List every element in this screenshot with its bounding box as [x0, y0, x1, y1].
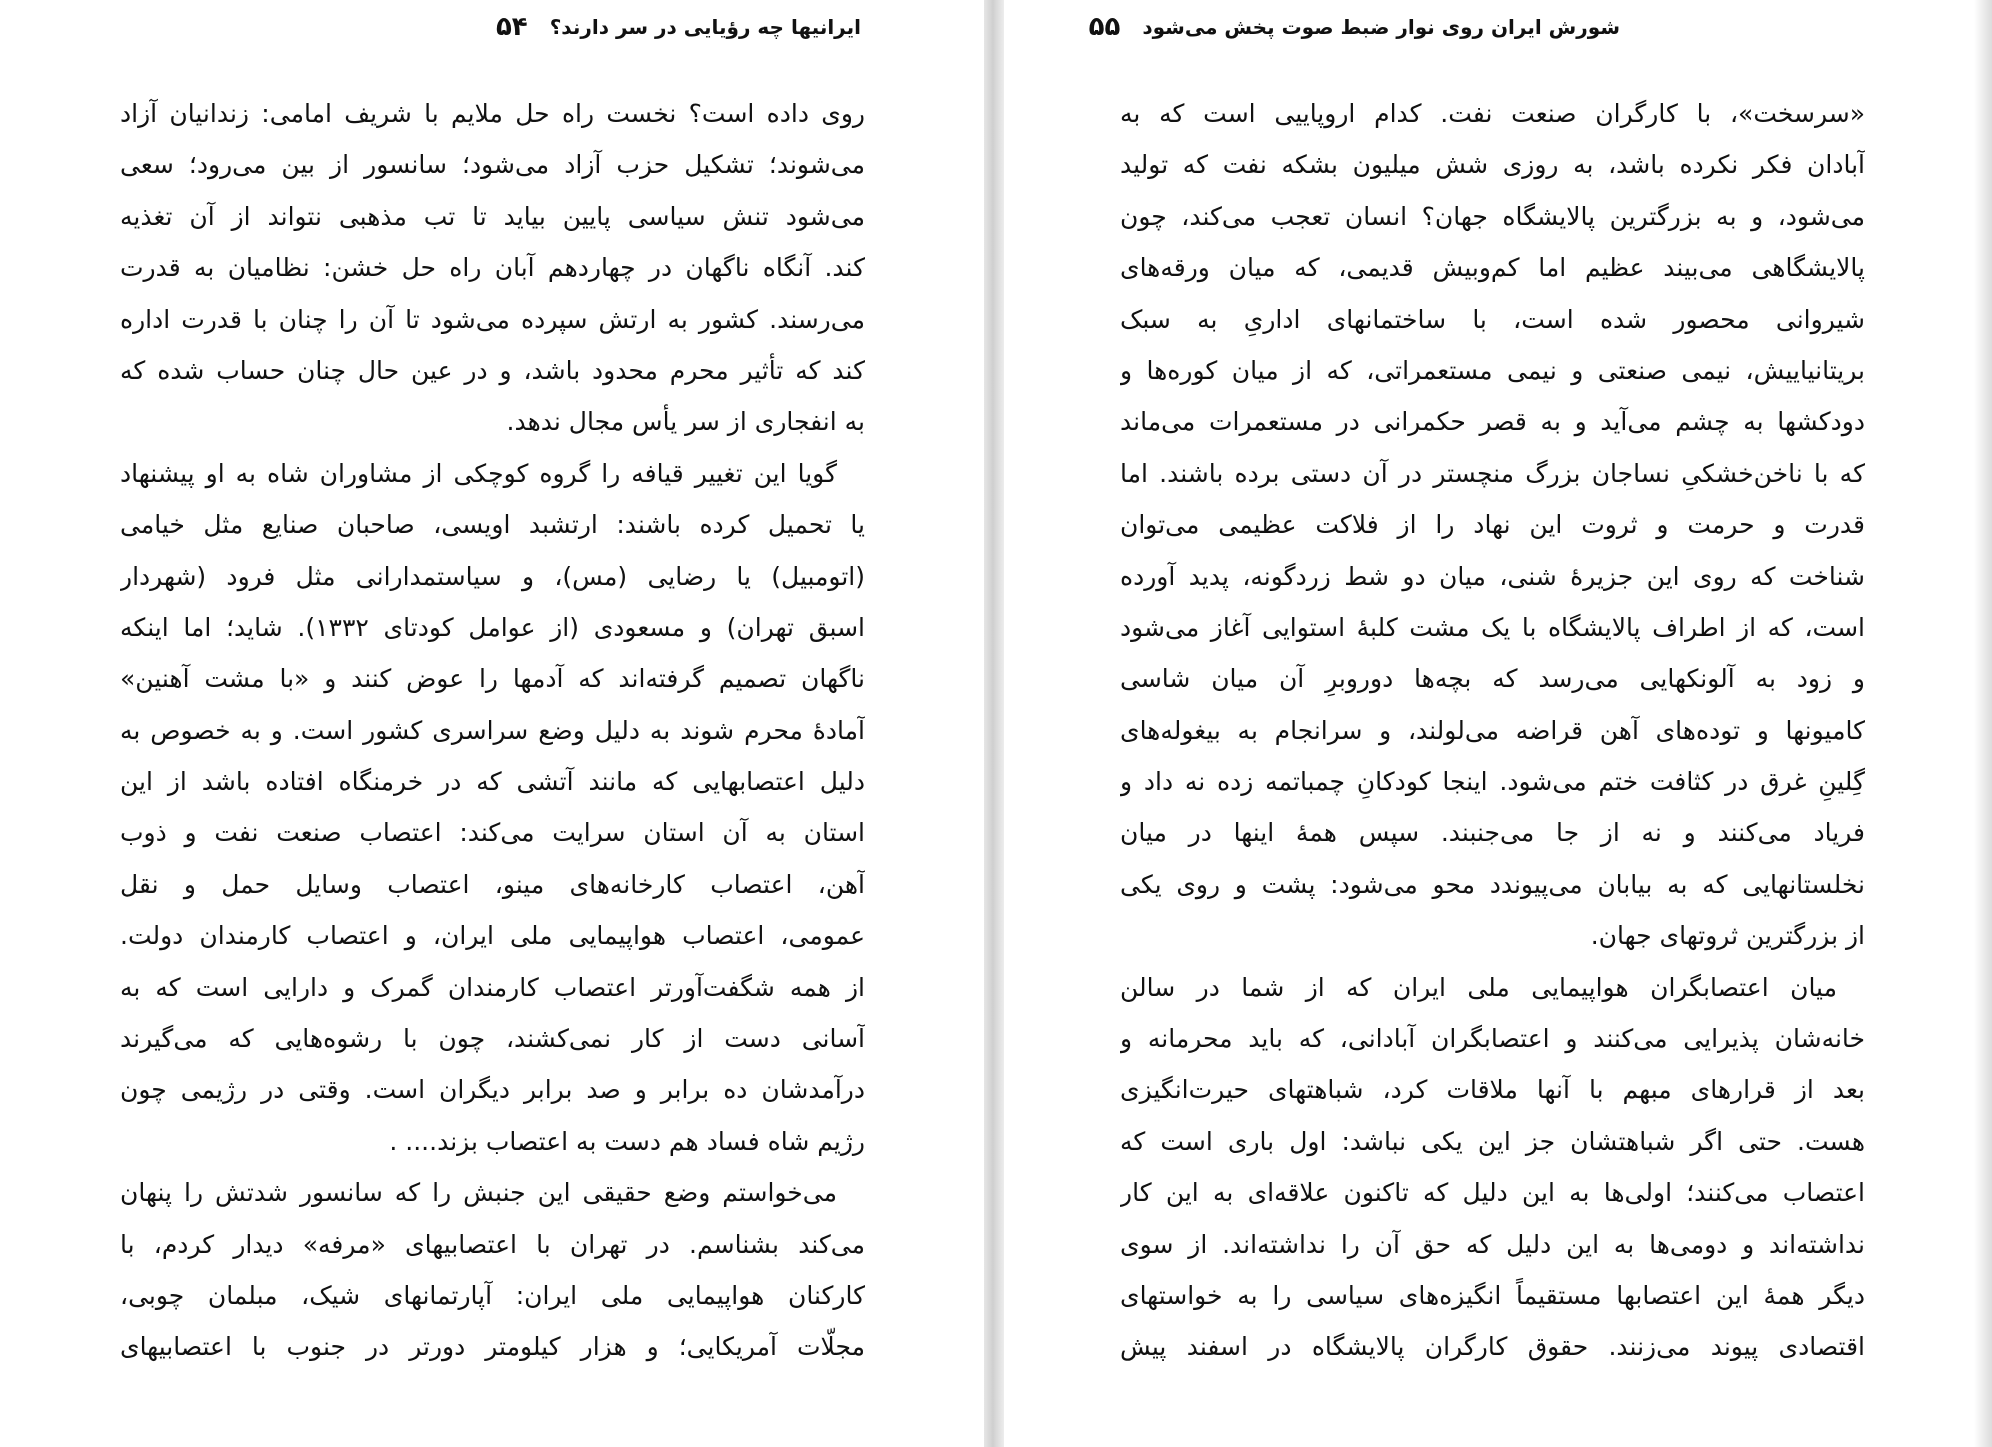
text-line: عمومی، اعتصاب هواپیمایی ملی ایران، و اعتصاب کارمندان دولت. — [120, 921, 865, 951]
text-line: مجلّات آمریکایی؛ و هزار کیلومتر دورتر در جنوب با اعتصابیهای — [120, 1332, 865, 1362]
text-line: گویا این تغییر قیافه را گروه کوچکی از مشاوران شاه به او پیشنهاد — [120, 458, 837, 488]
text-line: کامیونها و توده‌های آهن قراضه می‌لولند، و سرانجام به بیغوله‌های — [1120, 715, 1865, 745]
left-running-head — [496, 10, 861, 44]
text-line: استان به آن استان سرایت می‌کند: اعتصاب صنعت نفت و ذوب — [120, 818, 865, 848]
text-line: آهن، اعتصاب کارخانه‌های مینو، اعتصاب وسایل حمل و نقل — [120, 869, 865, 899]
text-line: (اتومبیل) یا رضایی (مس)، و سیاستمدارانی مثل فرود (شهردار — [120, 561, 865, 591]
book-gutter — [984, 0, 1004, 1447]
text-line: یا تحمیل کرده باشند: ارتشبد اویسی، صاحبان صنایع مثل خیامی — [120, 510, 865, 540]
text-line: روی داده است؟ نخست راه حل ملایم با شریف امامی: زندانیان آزاد — [120, 99, 865, 128]
text-line: درآمدشان ده برابر و صد برابر دیگران است. وقتی در رژیمی چون — [120, 1075, 865, 1105]
text-line: می‌خواستم وضع حقیقی این جنبش را که سانسور شدتش را پنهان — [120, 1178, 837, 1208]
text-line: کند. آنگاه ناگهان در چهاردهم آبان راه حل خشن: نظامیان به قدرت — [120, 253, 865, 283]
text-line: کارکنان هواپیمایی ملی ایران: آپارتمانهای شیک، مبلمان چوبی، — [120, 1280, 865, 1310]
text-line: نداشته‌اند و دومی‌ها به این دلیل که حق آن را نداشته‌اند. از سوی — [1120, 1229, 1865, 1259]
text-line: اقتصادی پیوند می‌زنند. حقوق کارگران پالایشگاه در اسفند پیش — [1120, 1332, 1865, 1362]
paragraph — [120, 1167, 865, 1373]
text-line: آبادان فکر نکرده باشد، به روزی شش میلیون بشکه نفت که تولید — [1120, 150, 1865, 180]
text-line: می‌شود، و به بزرگترین پالایشگاه جهان؟ انسان تعجب می‌کند، چون — [1120, 201, 1865, 231]
text-line: می‌شوند؛ تشکیل حزب آزاد می‌شود؛ سانسور از بین می‌رود؛ سعی — [120, 150, 865, 180]
left-page — [0, 0, 984, 1447]
text-line: می‌کند بشناسم. در تهران با اعتصابیهای «مرفه» دیدار کردم، با — [120, 1229, 865, 1259]
text-line: دودکشها به چشم می‌آید و به قصر حکمرانی در مستعمرات می‌ماند — [1120, 407, 1865, 437]
text-line: شیروانی محصور شده است، با ساختمانهای اداریِ به سبک — [1120, 304, 1865, 334]
right-page — [1004, 0, 1992, 1447]
paragraph — [1120, 962, 1865, 1373]
text-line: که با ناخن‌خشکیِ نساجان بزرگ منچستر در آن دستی برده باشند. اما — [1120, 458, 1865, 488]
text-line: بریتانیاییش، نیمی صنعتی و نیمی مستعمراتی، که از میان کوره‌ها و — [1120, 355, 1865, 385]
text-line: هست. حتی اگر شباهتشان جز این یکی نباشد: اول باری است که — [1120, 1126, 1865, 1156]
text-line: «سرسخت»، با کارگران صنعت نفت. کدام اروپاییی است که به — [1120, 99, 1865, 128]
text-line: می‌شود تنش سیاسی پایین بیاید تا تب مذهبی نتواند از آن تغذیه — [120, 201, 865, 231]
text-line: اسبق تهران) و مسعودی (از عوامل کودتای ۱۳۳۲). شاید؛ اما اینکه — [120, 612, 865, 642]
text-line: از همه شگفت‌آورتر اعتصاب کارمندان گمرک و دارایی است که به — [120, 972, 865, 1002]
text-line: بعد از قرارهای مبهم با آنها ملاقات کرد، شباهتهای حیرت‌انگیزی — [1120, 1075, 1865, 1105]
left-running-title: ایرانیها چه رؤیایی در سر دارند؟ — [549, 15, 861, 39]
text-line: دیگر همهٔ این اعتصابها مستقیماً انگیزه‌های سیاسی را به خواستهای — [1120, 1280, 1865, 1310]
text-line: دلیل اعتصابهایی که مانند آتشی که در خرمنگاه افتاده باشد از این — [120, 767, 865, 797]
text-line: شناخت که روی این جزیرهٔ شنی، میان دو شط زردگونه، پدید آورده — [1120, 561, 1865, 591]
paragraph — [120, 448, 865, 1167]
text-line: آسانی دست از کار نمی‌کشند، چون با رشوه‌هایی که می‌گیرند — [120, 1024, 865, 1054]
text-line: گِلینِ غرق در کثافت ختم می‌شود. اینجا کودکانِ چمباتمه زده نه داد و — [1120, 767, 1865, 797]
text-line: خانه‌شان پذیرایی می‌کنند و اعتصابگران آبادانی، که باید محرمانه و — [1120, 1024, 1865, 1054]
text-line: از بزرگترین ثروتهای جهان. — [1590, 921, 1865, 951]
text-line: می‌رسند. کشور به ارتش سپرده می‌شود تا آن را چنان با قدرت اداره — [120, 304, 865, 334]
text-line: ناگهان تصمیم گرفته‌اند که آدمها را عوض کنند و «با مشت آهنین» — [120, 664, 865, 694]
text-line: رژیم شاه فساد هم دست به اعتصاب بزند.... . — [389, 1126, 865, 1156]
text-line: به انفجاری از سر یأس مجال ندهد. — [506, 407, 865, 437]
right-text-block — [1120, 88, 1865, 1373]
text-line: آمادهٔ محرم شوند به دلیل وضع سراسری کشور است. و به خصوص به — [120, 715, 865, 745]
text-line: قدرت و حرمت و ثروت این نهاد را از فلاکت عظیمی می‌توان — [1120, 510, 1865, 540]
text-line: پالایشگاهی می‌بیند عظیم اما کم‌وبیش قدیمی، که میان ورقه‌های — [1120, 253, 1865, 283]
left-text-block — [120, 88, 865, 1373]
text-line: فریاد می‌کنند و نه از جا می‌جنبند. سپس همهٔ اینها در میان — [1120, 818, 1865, 848]
right-page-number: ۵۵ — [1088, 12, 1121, 42]
text-line: است، که از اطراف پالایشگاه با یک مشت کلبهٔ استوایی آغاز می‌شود — [1120, 612, 1865, 642]
text-line: اعتصاب می‌کنند؛ اولی‌ها به این دلیل که تاکنون علاقه‌ای به این کار — [1120, 1178, 1865, 1208]
text-line: کند که تأثیر محرم محدود باشد، و در عین حال چنان حساب شده که — [120, 355, 865, 385]
text-line: میان اعتصابگران هواپیمایی ملی ایران که از شما در سالن — [1120, 972, 1837, 1002]
text-line: و زود به آلونکهایی می‌رسد که بچه‌ها دوروبرِ آن میان شاسی — [1120, 664, 1865, 694]
text-line: نخلستانهایی که به بیابان می‌پیوندد محو می‌شود: پشت و روی یکی — [1120, 869, 1865, 899]
paragraph — [1120, 88, 1865, 962]
right-running-title: شورش ایران روی نوار ضبط صوت پخش می‌شود — [1142, 15, 1620, 39]
page-edge — [1974, 0, 1992, 1447]
paragraph — [120, 88, 865, 448]
right-running-head — [1089, 10, 1620, 44]
left-page-number: ۵۴ — [495, 12, 528, 42]
